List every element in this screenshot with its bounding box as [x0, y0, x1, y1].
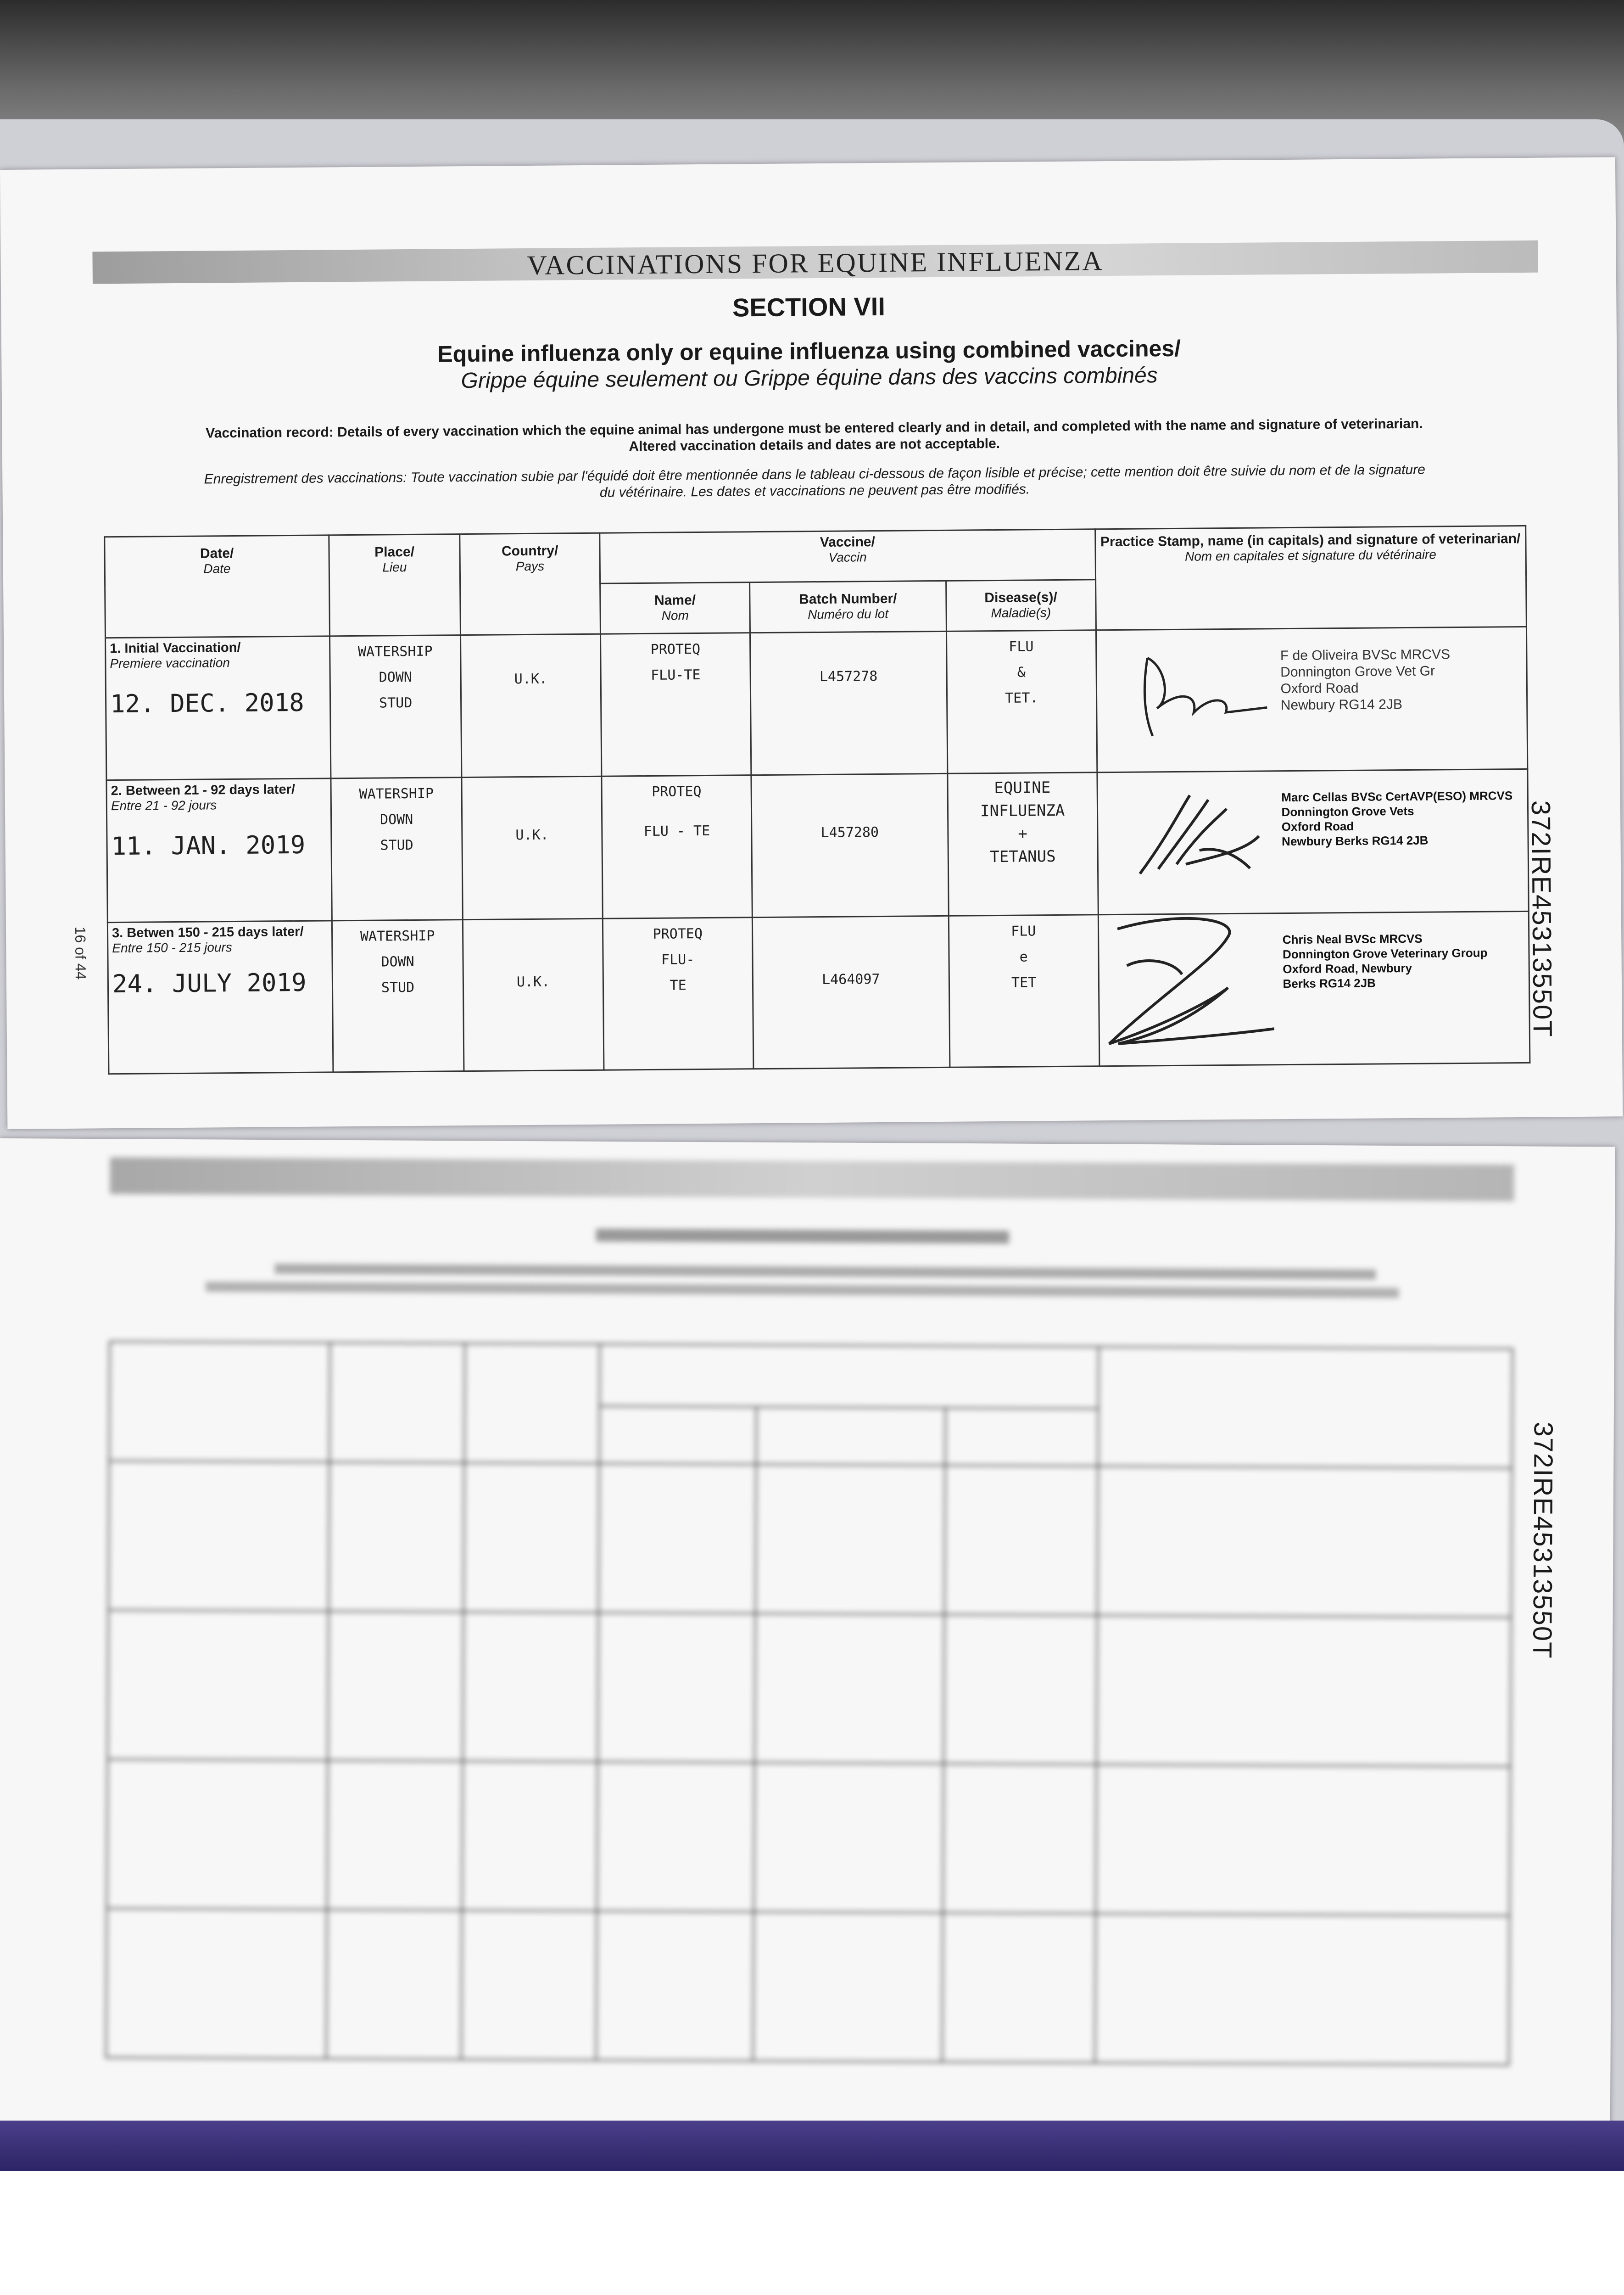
- vaccination-table: [104, 525, 1530, 1075]
- blank-header-cell: [464, 1343, 600, 1464]
- record-line-2: Altered vaccination details and dates are not acceptable.: [629, 436, 1000, 454]
- blank-header-cell: [599, 1406, 756, 1464]
- table-row: [106, 1909, 1510, 2065]
- veterinarian-signature: [1129, 638, 1277, 745]
- header-practice-stamp: Practice Stamp, name (in capitals) and signature of veterinarian/ Nom en capitales et signature du vétérinaire: [1095, 526, 1526, 630]
- practice-stamp: Chris Neal BVSc MRCVS Donnington Grove Veterinary Group Oxford Road, Newbury Berks RG14 2JB: [1282, 931, 1488, 991]
- date-cell: 1. Initial Vaccination/ Premiere vaccination 12. DEC. 2018: [106, 636, 331, 780]
- header-country: Country/ Pays: [460, 533, 601, 635]
- record-instructions-english: [112, 415, 1516, 459]
- vaccination-page: [0, 157, 1623, 1129]
- header-batch-number: Batch Number/ Numéro du lot: [750, 581, 947, 633]
- batch-number-cell: L464097: [752, 916, 949, 1069]
- date-cell: 3. Betwen 150 - 215 days later/ Entre 150 - 215 jours 24. JULY 2019: [107, 921, 333, 1074]
- stamp-cell: [1098, 911, 1530, 1066]
- country-cell: U.K.: [462, 776, 603, 919]
- date-cell: 2. Between 21 - 92 days later/ Entre 21 - 92 jours 11. JAN. 2019: [106, 778, 332, 923]
- record-instructions-french: [103, 461, 1526, 505]
- empty-vaccination-table: [106, 1341, 1513, 2066]
- blurred-title-banner: [110, 1157, 1514, 1201]
- table-row: [108, 1461, 1512, 1618]
- passport-serial-number: 372IRE45313550T: [1527, 1422, 1558, 1659]
- blank-header-cell: [599, 1344, 1099, 1409]
- passport-serial-number: 372IRE45313550T: [1525, 800, 1557, 1038]
- place-cell: WATERSHIP DOWN STUD: [330, 635, 462, 778]
- header-date: Date/ Date: [105, 535, 330, 638]
- handwritten-date: 12. DEC. 2018: [110, 688, 305, 719]
- record-line-1: Vaccination record: Details of every vaccination which the equine animal has undergone must be entered clearly and in detail, and completed with the name and signature of veterinarian.: [206, 416, 1423, 441]
- vaccine-name-cell: PROTEQ FLU- TE: [603, 918, 753, 1070]
- facing-page: [0, 1138, 1615, 2129]
- blurred-heading-line: [596, 1229, 1009, 1244]
- table-row: [107, 911, 1529, 1074]
- handwritten-date: 24. JULY 2019: [112, 968, 307, 999]
- place-cell: WATERSHIP DOWN STUD: [332, 920, 463, 1072]
- page-title: VACCINATIONS FOR EQUINE INFLUENZA: [527, 246, 1104, 280]
- table-row: [107, 1610, 1511, 1767]
- stamp-cell: [1097, 769, 1529, 914]
- disease-cell: FLU e TET: [949, 915, 1099, 1068]
- header-vaccine-name: Name/ Nom: [600, 582, 750, 634]
- stamp-cell: [1096, 627, 1528, 772]
- table-row: [106, 769, 1529, 922]
- practice-stamp: Marc Cellas BVSc CertAVP(ESO) MRCVS Donnington Grove Vets Oxford Road Newbury Berks RG14 2JB: [1281, 789, 1513, 849]
- blurred-text-line: [274, 1264, 1376, 1280]
- practice-stamp: F de Oliveira BVSc MRCVS Donnington Grove Vet Gr Oxford Road Newbury RG14 2JB: [1280, 647, 1451, 713]
- blank-header-cell: [109, 1342, 330, 1462]
- batch-number-cell: L457280: [751, 773, 949, 917]
- record-fr-line-1: Enregistrement des vaccinations: Toute vaccination subie par l'équidé doit être mentionnée dans le tableau ci-dessous de façon lisible et précise; cette mention doit être suivie du nom et de la signature: [204, 462, 1425, 487]
- blank-header-cell: [945, 1408, 1099, 1466]
- handwritten-date: 11. JAN. 2019: [111, 830, 306, 861]
- blurred-text-line: [206, 1282, 1399, 1298]
- country-cell: U.K.: [460, 634, 602, 777]
- veterinarian-signature: [1089, 909, 1284, 1058]
- page-number: 16 of 44: [72, 926, 89, 980]
- subtitle-french: Grippe équine seulement ou Grippe équine dans des vaccins combinés: [461, 363, 1158, 393]
- record-fr-line-2: du vétérinaire. Les dates et vaccinations ne peuvent pas être modifiés.: [599, 481, 1030, 500]
- subtitle-english: Equine influenza only or equine influenza using combined vaccines/: [437, 335, 1181, 367]
- header-place: Place/ Lieu: [329, 534, 461, 636]
- booklet-cover-edge: [0, 2121, 1624, 2171]
- batch-number-cell: L457278: [750, 631, 947, 775]
- disease-cell: FLU & TET.: [946, 630, 1097, 774]
- title-banner: [92, 241, 1538, 284]
- blank-header-cell: [1098, 1347, 1512, 1468]
- vaccine-name-cell: PROTEQ FLU-TE: [601, 633, 751, 777]
- table-row: [106, 627, 1528, 780]
- blank-header-cell: [329, 1343, 465, 1463]
- section-heading: SECTION VII: [732, 291, 886, 322]
- place-cell: WATERSHIP DOWN STUD: [331, 778, 463, 921]
- header-diseases: Disease(s)/ Maladie(s): [946, 580, 1096, 632]
- blank-header-cell: [756, 1407, 945, 1465]
- table-row: [107, 1759, 1511, 1916]
- veterinarian-signature: [1130, 781, 1278, 888]
- vaccine-name-cell: PROTEQ FLU - TE: [602, 775, 752, 919]
- country-cell: U.K.: [463, 918, 604, 1071]
- disease-cell: EQUINE INFLUENZA + TETANUS: [948, 772, 1098, 916]
- header-vaccine: Vaccine/ Vaccin: [600, 529, 1095, 583]
